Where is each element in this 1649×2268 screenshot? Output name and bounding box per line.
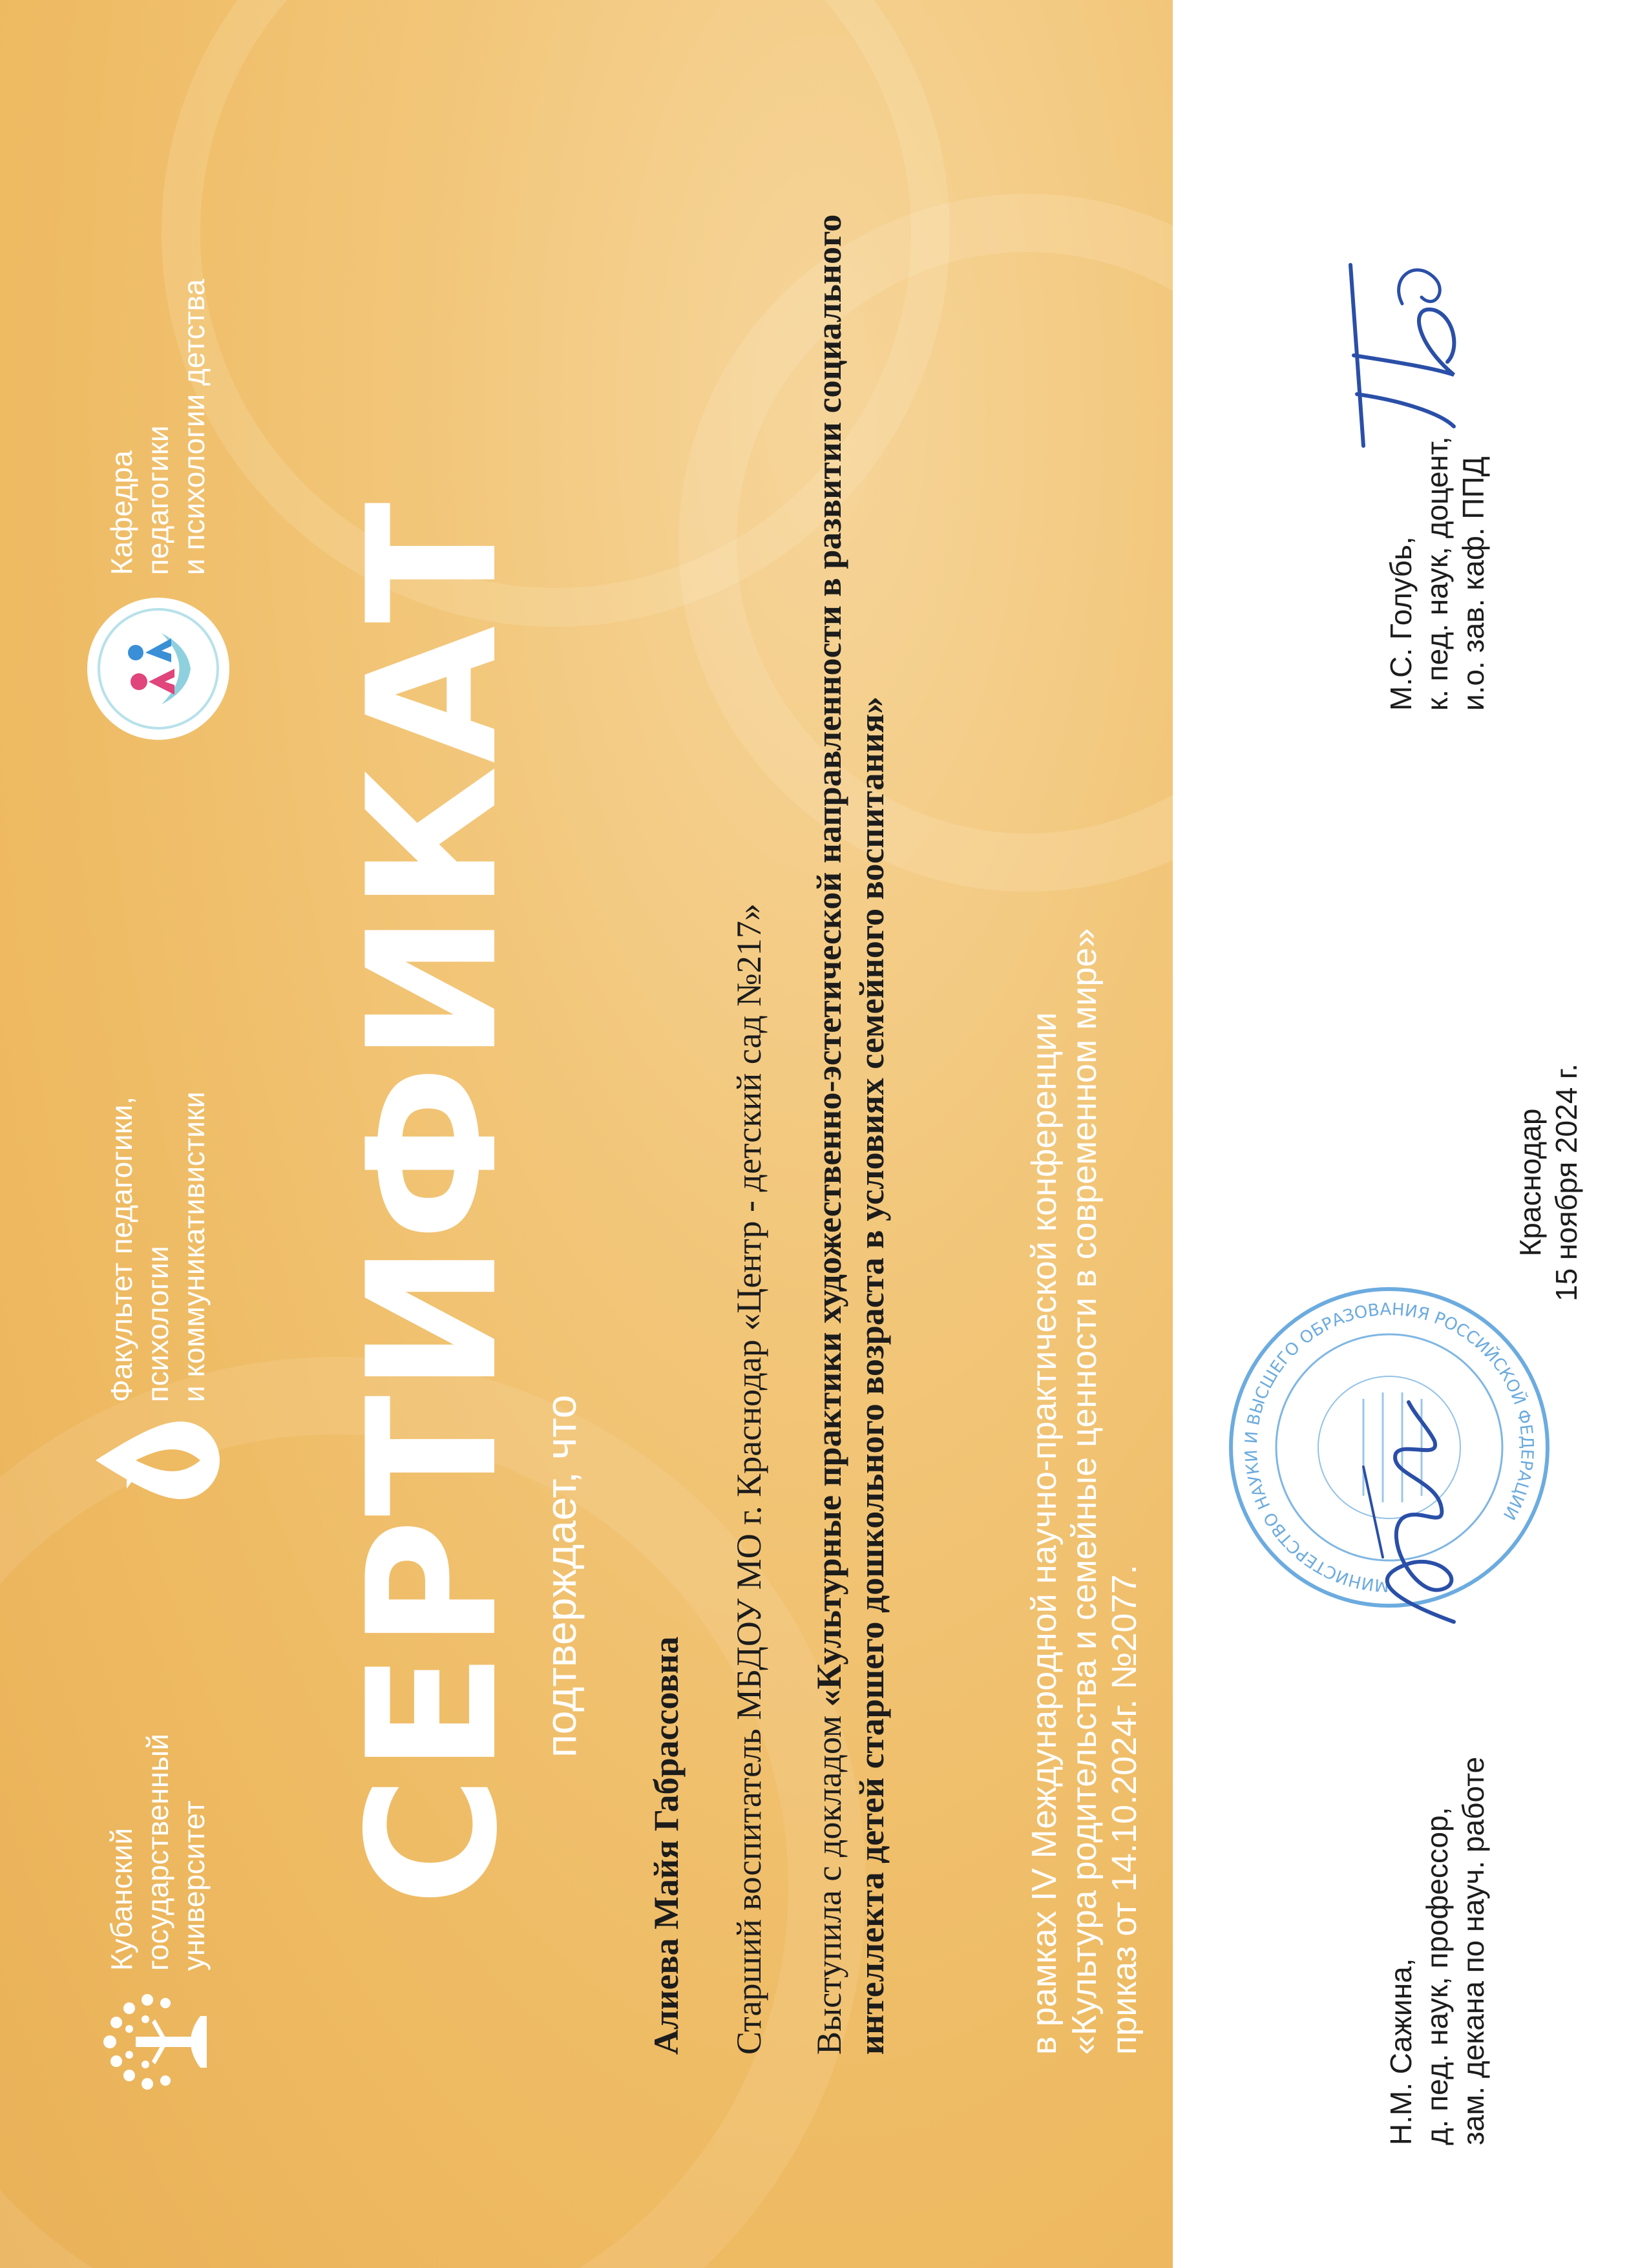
signature-right xyxy=(1325,226,1473,472)
university-name xyxy=(103,1648,212,1971)
university-line: государственный xyxy=(141,1734,174,1971)
faculty-line: психологии xyxy=(141,1246,174,1402)
report-prefix: Выступила с докладом xyxy=(810,1706,848,2055)
department-line: и психологии детства xyxy=(177,278,211,575)
signature-left xyxy=(1344,1389,1486,1635)
certificate-subtitle: подтверждает, что xyxy=(537,1394,585,1758)
conference-line: приказ от 14.10.2024г. №2077. xyxy=(1105,1564,1144,2055)
faculty-line: Факультет педагогики, xyxy=(105,1096,138,1402)
signatory-line: д. пед. наук, профессор, xyxy=(1420,1807,1454,2145)
date: 15 ноября 2024 г. xyxy=(1549,1064,1583,1301)
signatory-line: Н.М. Сажина, xyxy=(1384,1958,1418,2145)
recipient-name: Алиева Майя Габрассовна xyxy=(647,1636,686,2055)
signatory-left xyxy=(1383,1693,1491,2145)
faculty-name xyxy=(103,1040,212,1402)
department-name xyxy=(103,213,212,575)
stamp-text: МИНИСТЕРСТВО НАУКИ И ВЫСШЕГО ОБРАЗОВАНИЯ РОССИЙСКОЙ ФЕДЕРАЦИИ xyxy=(1241,1299,1537,1595)
conference-line: «Культура родительства и семейные ценности в современном мире» xyxy=(1065,928,1104,2055)
signatory-line: и.о. зав. каф. ППД xyxy=(1456,456,1490,711)
signatory-line: к. пед. наук, доцент, xyxy=(1420,436,1454,711)
conference-line: в рамках IV Международной научно-практической конференции xyxy=(1025,1012,1064,2055)
place: Краснодар xyxy=(1513,1108,1547,1257)
children-circle-logo-icon xyxy=(84,594,233,743)
university-line: Кубанский xyxy=(105,1827,138,1971)
university-line: университет xyxy=(177,1800,211,1971)
tree-logo-icon xyxy=(90,1984,220,2100)
certificate-title: СЕРТИФИКАТ xyxy=(330,499,536,1906)
faculty-line: и коммуникативистики xyxy=(177,1091,211,1402)
signatory-line: М.С. Голубь, xyxy=(1384,536,1418,711)
report-title: «Культурные практики художественно-эстетической направленности в развитии социального интеллекта детей старшего дошкольного возраста в условиях семейного воспитания» xyxy=(810,214,891,2055)
department-line: педагогики xyxy=(141,425,174,575)
report-statement xyxy=(808,181,893,2055)
recipient-position: Старший воспитатель МБДОУ МО г. Краснодар «Центр - детский сад №217» xyxy=(730,903,768,2055)
department-line: Кафедра xyxy=(105,450,138,575)
star-drop-logo-icon xyxy=(90,1409,226,1512)
conference-info xyxy=(1024,633,1144,2055)
signatory-line: зам. декана по науч. работе xyxy=(1456,1756,1490,2145)
